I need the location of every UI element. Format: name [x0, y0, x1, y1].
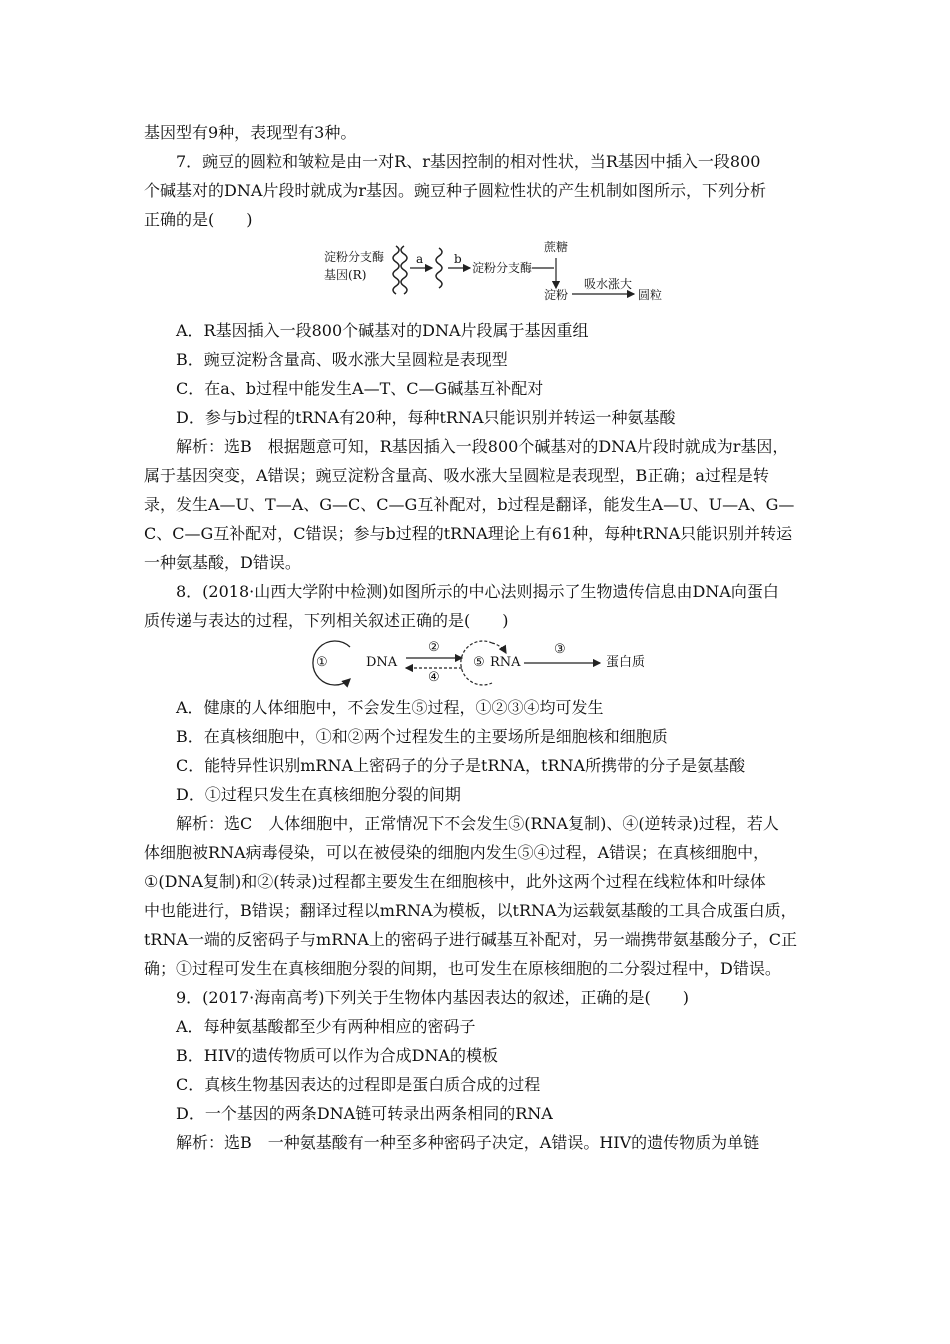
analysis-line: 解析：选B 根据题意可知，R基因插入一段800个碱基对的DNA片段时就成为r基因，	[176, 437, 789, 456]
question-stem: 质传递与表达的过程，下列相关叙述正确的是( )	[144, 611, 509, 630]
option: C．能特异性识别mRNA上密码子的分子是tRNA，tRNA所携带的分子是氨基酸	[176, 756, 746, 775]
option: D．参与b过程的tRNA有20种，每种tRNA只能识别并转运一种氨基酸	[176, 408, 676, 427]
process-4-label: ④	[428, 670, 440, 685]
analysis-line: 解析：选B 一种氨基酸有一种至多种密码子决定，A错误。HIV的遗传物质为单链	[176, 1133, 760, 1152]
option: A．R基因插入一段800个碱基对的DNA片段属于基因重组	[176, 321, 589, 340]
round-label: 圆粒	[638, 288, 663, 302]
starch-label: 淀粉	[544, 288, 569, 302]
option: B．HIV的遗传物质可以作为合成DNA的模板	[176, 1046, 498, 1065]
enzyme-label: 淀粉分支酶	[472, 261, 533, 275]
question-7	[144, 147, 824, 577]
process-2-label: ②	[428, 640, 440, 655]
dna-label: DNA	[366, 655, 398, 670]
dna-helix-icon	[393, 246, 399, 294]
analysis-line: 一种氨基酸，D错误。	[144, 553, 301, 572]
process-a-label: a	[416, 252, 424, 266]
option: D．①过程只发生在真核细胞分裂的间期	[176, 785, 461, 804]
analysis-line: ①(DNA复制)和②(转录)过程都主要发生在细胞核中，此外这两个过程在线粒体和叶绿体	[144, 872, 766, 891]
process-1-label: ①	[316, 655, 328, 670]
option: A．每种氨基酸都至少有两种相应的密码子	[176, 1017, 476, 1036]
document-page	[144, 118, 824, 1157]
question-stem: 个碱基对的DNA片段时就成为r基因。豌豆种子圆粒性状的产生机制如图所示，下列分析	[144, 181, 767, 200]
question-stem: 8．(2018·山西大学附中检测)如图所示的中心法则揭示了生物遗传信息由DNA向蛋白	[176, 582, 779, 601]
option: B．豌豆淀粉含量高、吸水涨大呈圆粒是表现型	[176, 350, 508, 369]
gene-label: 基因(R)	[324, 268, 367, 282]
analysis-line: tRNA一端的反密码子与mRNA上的密码子进行碱基互补配对，另一端携带氨基酸分子，C正	[144, 930, 798, 949]
analysis-line: 确；①过程可发生在真核细胞分裂的间期，也可发生在原核细胞的二分裂过程中，D错误。	[144, 959, 781, 978]
text-line: 基因型有9种，表现型有3种。	[144, 123, 357, 142]
analysis-line: 中也能进行，B错误；翻译过程以mRNA为模板，以tRNA为运载氨基酸的工具合成蛋白质，	[144, 901, 797, 920]
process-b-label: b	[454, 252, 462, 266]
option: A．健康的人体细胞中，不会发生⑤过程，①②③④均可发生	[176, 698, 604, 717]
question-9	[144, 983, 824, 1157]
analysis-line: 体细胞被RNA病毒侵染，可以在被侵染的细胞内发生⑤④过程，A错误；在真核细胞中，	[144, 843, 770, 862]
mrna-strand-icon	[436, 248, 442, 288]
protein-label: 蛋白质	[606, 655, 646, 670]
analysis-line: 录，发生A—U、T—A、G—C、C—G互补配对，b过程是翻译，能发生A—U、U—A、G—	[144, 495, 795, 514]
sucrose-label: 蔗糖	[544, 240, 569, 254]
central-dogma-figure	[144, 637, 824, 687]
rna-label: RNA	[490, 655, 521, 670]
option: B．在真核细胞中，①和②两个过程发生的主要场所是细胞核和细胞质	[176, 727, 668, 746]
option: C．真核生物基因表达的过程即是蛋白质合成的过程	[176, 1075, 541, 1094]
process-3-label: ③	[554, 642, 566, 657]
starch-mechanism-figure	[144, 238, 824, 308]
analysis-line: 解析：选C 人体细胞中，正常情况下不会发生⑤(RNA复制)、④(逆转录)过程，若人	[176, 814, 779, 833]
gene-label: 淀粉分支酶	[324, 250, 385, 264]
swell-label: 吸水涨大	[584, 277, 633, 291]
question-stem: 9．(2017·海南高考)下列关于生物体内基因表达的叙述，正确的是( )	[176, 988, 689, 1007]
question-8	[144, 577, 824, 983]
option: D．一个基因的两条DNA链可转录出两条相同的RNA	[176, 1104, 553, 1123]
analysis-line: 属于基因突变，A错误；豌豆淀粉含量高、吸水涨大呈圆粒是表现型，B正确；a过程是转	[144, 466, 769, 485]
analysis-line: C、C—G互补配对，C错误；参与b过程的tRNA理论上有61种，每种tRNA只能识别并转运	[144, 524, 793, 543]
question-stem: 正确的是( )	[144, 210, 253, 229]
option: C．在a、b过程中能发生A—T、C—G碱基互补配对	[176, 379, 544, 398]
process-5-label: ⑤	[473, 655, 485, 670]
question-stem: 7．豌豆的圆粒和皱粒是由一对R、r基因控制的相对性状，当R基因中插入一段800	[176, 152, 761, 171]
